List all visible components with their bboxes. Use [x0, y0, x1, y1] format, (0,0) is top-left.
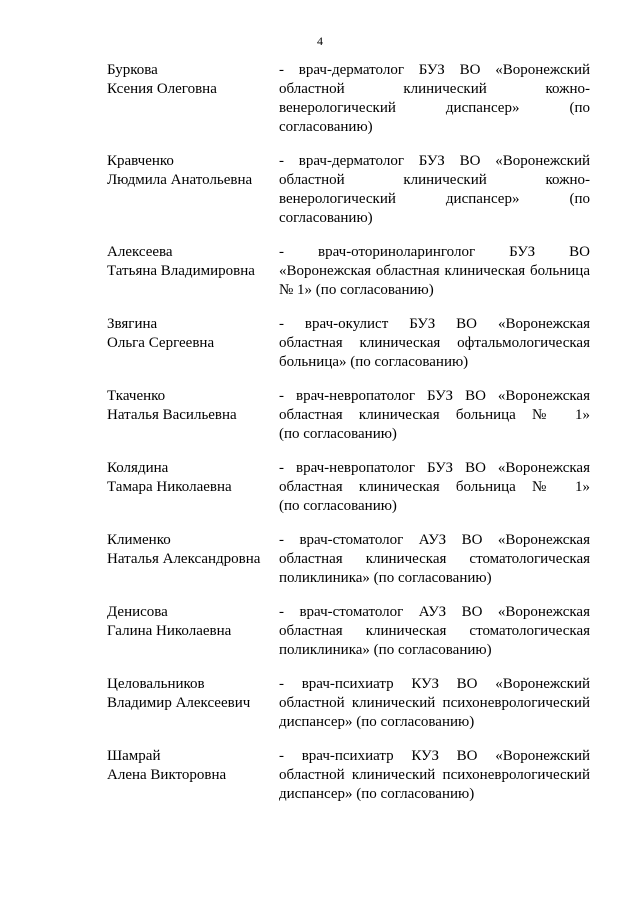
member-name [107, 315, 279, 372]
member-entry [107, 61, 590, 137]
member-role [279, 387, 590, 444]
role-line: согласованию) [279, 210, 373, 226]
role-line: областная клиническая больница № 1» [279, 407, 590, 423]
role-line: № 1» (по согласованию) [279, 282, 434, 298]
role-line: - врач-психиатр КУЗ ВО «Воронежский [279, 748, 590, 764]
role-line: областная клиническая больница № 1» [279, 479, 590, 495]
member-role [279, 459, 590, 516]
member-entry [107, 747, 590, 804]
member-given-name: Ольга Сергеевна [107, 335, 215, 351]
member-surname: Буркова [107, 62, 158, 78]
member-surname: Клименко [107, 532, 171, 548]
member-surname: Звягина [107, 316, 158, 332]
role-line: поликлиника» (по согласованию) [279, 642, 492, 658]
member-name [107, 243, 279, 300]
member-entry [107, 152, 590, 228]
member-surname: Целовальников [107, 676, 205, 692]
role-line: «Воронежская областная клиническая больница [279, 263, 590, 279]
role-line: - врач-невропатолог БУЗ ВО «Воронежская [279, 460, 590, 476]
member-role [279, 675, 590, 732]
role-line: областная клиническая офтальмологическая [279, 335, 590, 351]
member-name [107, 152, 279, 228]
role-line: больница» (по согласованию) [279, 354, 469, 370]
role-line: (по согласованию) [279, 426, 397, 442]
member-entry [107, 243, 590, 300]
member-surname: Колядина [107, 460, 169, 476]
member-name [107, 675, 279, 732]
role-line: областная клиническая стоматологическая [279, 623, 590, 639]
member-name [107, 459, 279, 516]
role-line: - врач-дерматолог БУЗ ВО «Воронежский [279, 153, 590, 169]
member-roster [107, 61, 590, 804]
member-given-name: Наталья Александровна [107, 551, 261, 567]
role-line: поликлиника» (по согласованию) [279, 570, 492, 586]
member-name [107, 747, 279, 804]
member-role [279, 152, 590, 228]
member-entry [107, 315, 590, 372]
role-line: - врач-невропатолог БУЗ ВО «Воронежская [279, 388, 590, 404]
member-role [279, 747, 590, 804]
member-entry [107, 459, 590, 516]
member-surname: Ткаченко [107, 388, 166, 404]
member-entry [107, 603, 590, 660]
member-given-name: Алена Викторовна [107, 767, 227, 783]
member-surname: Денисова [107, 604, 168, 620]
member-given-name: Ксения Олеговна [107, 81, 217, 97]
role-line: областной клинический психоневрологический [279, 767, 590, 783]
member-surname: Шамрай [107, 748, 161, 764]
role-line: областной клинический психоневрологический [279, 695, 590, 711]
member-name [107, 603, 279, 660]
member-role [279, 315, 590, 372]
member-role [279, 243, 590, 300]
role-line: - врач-стоматолог АУЗ ВО «Воронежская [279, 532, 590, 548]
member-name [107, 387, 279, 444]
member-role [279, 531, 590, 588]
role-line: - врач-дерматолог БУЗ ВО «Воронежский [279, 62, 590, 78]
member-entry [107, 387, 590, 444]
role-line: - врач-окулист БУЗ ВО «Воронежская [279, 316, 590, 332]
role-line: венерологический диспансер» (по [279, 100, 590, 116]
role-line: областной клинический кожно- [279, 172, 590, 188]
member-name [107, 61, 279, 137]
role-line: согласованию) [279, 119, 373, 135]
role-line: диспансер» (по согласованию) [279, 714, 475, 730]
member-surname: Алексеева [107, 244, 173, 260]
member-given-name: Людмила Анатольевна [107, 172, 253, 188]
member-given-name: Галина Николаевна [107, 623, 232, 639]
role-line: областной клинический кожно- [279, 81, 590, 97]
role-line: - врач-психиатр КУЗ ВО «Воронежский [279, 676, 590, 692]
member-given-name: Тамара Николаевна [107, 479, 232, 495]
page-number: 4 [317, 34, 323, 48]
member-surname: Кравченко [107, 153, 174, 169]
role-line: областная клиническая стоматологическая [279, 551, 590, 567]
member-name [107, 531, 279, 588]
role-line: - врач-стоматолог АУЗ ВО «Воронежская [279, 604, 590, 620]
role-line: - врач-оториноларинголог БУЗ ВО [279, 244, 590, 260]
member-given-name: Владимир Алексеевич [107, 695, 251, 711]
role-line: диспансер» (по согласованию) [279, 786, 475, 802]
member-given-name: Татьяна Владимировна [107, 263, 255, 279]
member-entry [107, 531, 590, 588]
role-line: венерологический диспансер» (по [279, 191, 590, 207]
member-role [279, 61, 590, 137]
member-given-name: Наталья Васильевна [107, 407, 237, 423]
member-entry [107, 675, 590, 732]
role-line: (по согласованию) [279, 498, 397, 514]
member-role [279, 603, 590, 660]
